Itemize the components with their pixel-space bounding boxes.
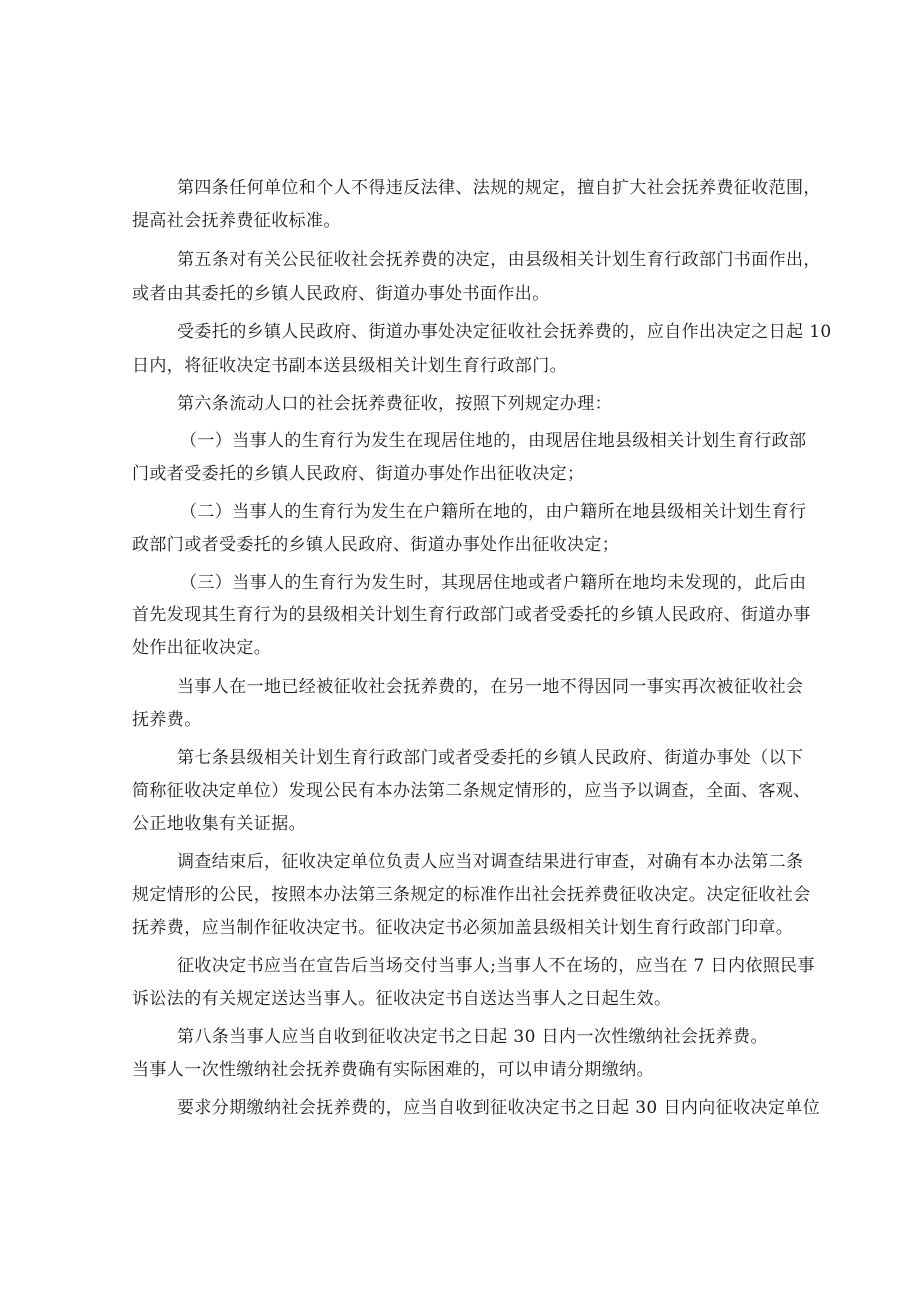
article-6-para-last-line-1: 当事人在一地已经被征收社会抚养费的，在另一地不得因同一事实再次被征收社会 xyxy=(177,677,804,697)
article-6-para-last-line-2: 抚养费。 xyxy=(132,710,202,730)
article-7-para-3-line-1: 征收决定书应当在宣告后当场交付当事人;当事人不在场的，应当在 7 日内依照民事 xyxy=(177,956,815,976)
article-5-line-1: 第五条对有关公民征收社会抚养费的决定，由县级相关计划生育行政部门书面作出， xyxy=(177,250,821,270)
article-6-item-3-line-3: 处作出征收决定。 xyxy=(132,638,272,658)
article-7-para-2-line-3: 抚养费，应当制作征收决定书。征收决定书必须加盖县级相关计划生育行政部门印章。 xyxy=(132,918,794,938)
article-5-para-2-line-2: 日内，将征收决定书副本送县级相关计划生育行政部门。 xyxy=(132,356,567,376)
article-6-line-1: 第六条流动人口的社会抚养费征收，按照下列规定办理： xyxy=(177,394,612,414)
article-5-para-2-line-1: 受委托的乡镇人民政府、街道办事处决定征收社会抚养费的，应自作出决定之日起 10 xyxy=(177,322,832,342)
article-6-item-3-line-1: （三）当事人的生育行为发生时，其现居住地或者户籍所在地均未发现的，此后由 xyxy=(180,573,807,593)
article-7-para-2-line-2: 规定情形的公民，按照本办法第三条规定的标准作出社会抚养费征收决定。决定征收社会 xyxy=(132,885,811,905)
article-7-line-3: 公正地收集有关证据。 xyxy=(132,814,306,834)
article-6-item-2-line-2: 政部门或者受委托的乡镇人民政府、街道办事处作出征收决定； xyxy=(132,535,620,555)
article-6-item-1-line-2: 门或者受委托的乡镇人民政府、街道办事处作出征收决定； xyxy=(132,464,585,484)
article-6-item-1-line-1: （一）当事人的生育行为发生在现居住地的，由现居住地县级相关计划生育行政部 xyxy=(180,431,807,451)
article-5-line-2: 或者由其委托的乡镇人民政府、街道办事处书面作出。 xyxy=(132,284,550,304)
article-4-line-1: 第四条任何单位和个人不得违反法律、法规的规定，擅自扩大社会抚养费征收范围， xyxy=(177,178,821,198)
article-7-para-2-line-1: 调查结束后，征收决定单位负责人应当对调查结果进行审查，对确有本办法第二条 xyxy=(177,852,804,872)
article-4-line-2: 提高社会抚养费征收标准。 xyxy=(132,211,341,231)
article-8-line-1: 第八条当事人应当自收到征收决定书之日起 30 日内一次性缴纳社会抚养费。 xyxy=(177,1027,768,1047)
article-8-para-2-line-1: 要求分期缴纳社会抚养费的，应当自收到征收决定书之日起 30 日内向征收决定单位 xyxy=(177,1098,821,1118)
article-6-item-3-line-2: 首先发现其生育行为的县级相关计划生育行政部门或者受委托的乡镇人民政府、街道办事 xyxy=(132,605,811,625)
article-8-line-2: 当事人一次性缴纳社会抚养费确有实际困难的，可以申请分期缴纳。 xyxy=(132,1060,654,1080)
article-7-line-2: 简称征收决定单位）发现公民有本办法第二条规定情形的，应当予以调查，全面、客观、 xyxy=(132,781,811,801)
article-7-para-3-line-2: 诉讼法的有关规定送达当事人。征收决定书自送达当事人之日起生效。 xyxy=(132,989,672,1009)
article-6-item-2-line-1: （二）当事人的生育行为发生在户籍所在地的，由户籍所在地县级相关计划生育行 xyxy=(180,502,807,522)
article-7-line-1: 第七条县级相关计划生育行政部门或者受委托的乡镇人民政府、街道办事处（以下 xyxy=(177,748,804,768)
